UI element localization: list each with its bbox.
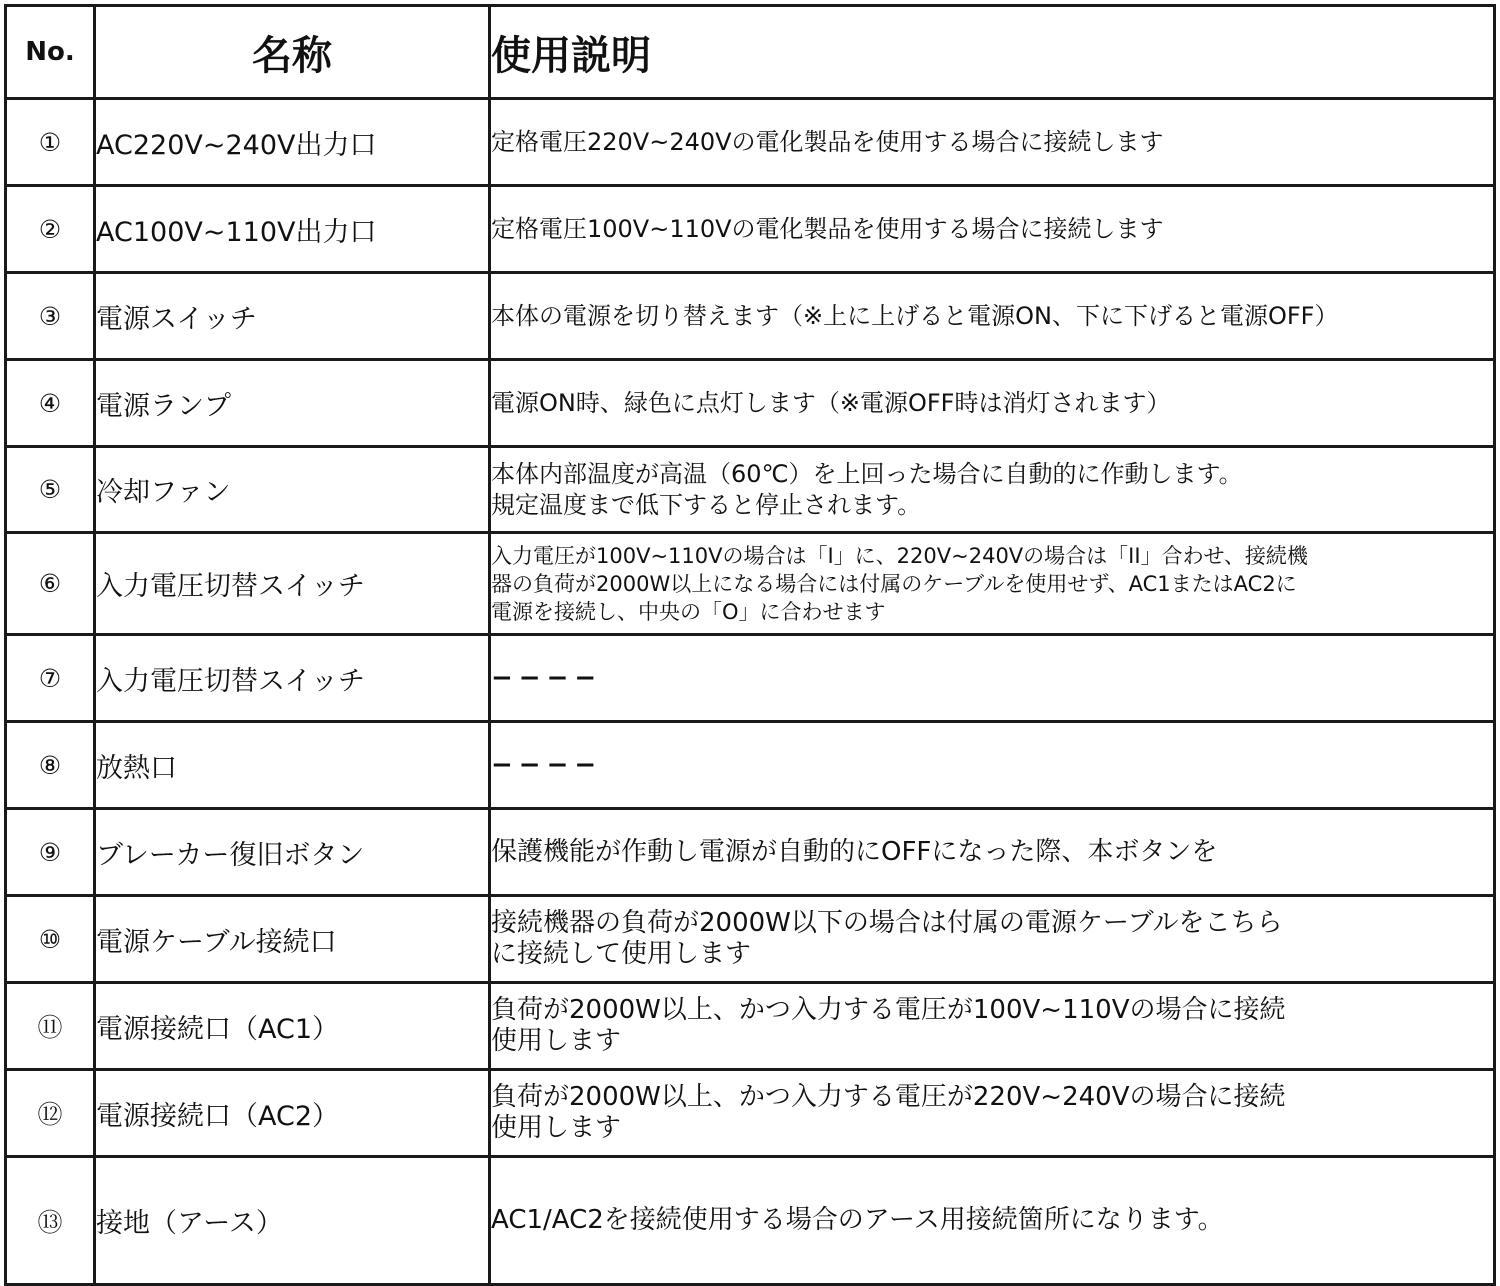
description-line: 定格電圧220V~240Vの電化製品を使用する場合に接続します [491,127,1164,156]
header-description: 使用説明 [490,6,1495,99]
row-name: 電源接続口（AC1） [95,983,490,1070]
row-number: ⑦ [6,635,95,722]
description-line: 使用します [491,1026,622,1056]
row-description [490,722,1495,809]
row-name: 電源ランプ [95,360,490,447]
row-description [490,533,1495,635]
row-name: 接地（アース） [95,1157,490,1285]
row-name: ブレーカー復旧ボタン [95,809,490,896]
row-description [490,896,1495,983]
description-line: 本体内部温度が高温（60℃）を上回った場合に自動的に作動します。 [491,459,1243,488]
row-description [490,99,1495,186]
row-description [490,1070,1495,1157]
row-description [490,447,1495,533]
table-body [6,99,1495,1285]
row-number: ⑫ [6,1070,95,1157]
description-line: −−−− [491,749,603,780]
row-description [490,186,1495,273]
row-number: ① [6,99,95,186]
row-description [490,273,1495,360]
header-name: 名称 [95,6,490,99]
description-line: 負荷が2000W以上、かつ入力する電圧が100V~110Vの場合に接続 [491,995,1286,1025]
row-description [490,983,1495,1070]
header-no: No. [6,6,95,99]
row-name: 電源接続口（AC2） [95,1070,490,1157]
row-name: AC100V~110V出力口 [95,186,490,273]
table-row [6,186,1495,273]
table-row [6,983,1495,1070]
table-row [6,99,1495,186]
description-line: に接続して使用します [491,939,752,969]
spec-table [4,4,1496,1286]
row-number: ⑥ [6,533,95,635]
row-description [490,809,1495,896]
description-line: AC1/AC2を接続使用する場合のアース用接続箇所になります。 [491,1205,1224,1235]
row-number: ⑩ [6,896,95,983]
table-row [6,1157,1495,1285]
row-description [490,360,1495,447]
row-name: AC220V~240V出力口 [95,99,490,186]
header-row [6,6,1495,99]
row-description [490,1157,1495,1285]
description-line: 保護機能が作動し電源が自動的にOFFになった際、本ボタンを [491,836,1218,867]
row-number: ⑤ [6,447,95,533]
table-row [6,360,1495,447]
description-line: 電源ON時、緑色に点灯します（※電源OFF時は消灯されます） [491,388,1171,417]
table-row [6,809,1495,896]
row-name: 電源スイッチ [95,273,490,360]
row-name: 電源ケーブル接続口 [95,896,490,983]
description-line: 使用します [491,1113,622,1143]
description-line: 定格電圧100V~110Vの電化製品を使用する場合に接続します [491,214,1164,243]
table-row [6,896,1495,983]
row-number: ③ [6,273,95,360]
row-number: ⑬ [6,1157,95,1285]
description-line: −−−− [491,662,603,693]
table-row [6,273,1495,360]
row-name: 入力電圧切替スイッチ [95,635,490,722]
description-line: 接続機器の負荷が2000W以下の場合は付属の電源ケーブルをこちら [491,908,1283,938]
table-row [6,635,1495,722]
description-line: 電源を接続し、中央の「O」に合わせます [491,599,886,624]
table-row [6,722,1495,809]
description-line: 入力電圧が100V~110Vの場合は「I」に、220V~240Vの場合は「II」合わせ、接続機 [491,543,1308,568]
row-name: 放熱口 [95,722,490,809]
description-line: 器の負荷が2000W以上になる場合には付属のケーブルを使用せず、AC1またはAC2に [491,571,1297,596]
row-number: ② [6,186,95,273]
table-row [6,447,1495,533]
description-line: 規定温度まで低下すると停止されます。 [491,490,922,519]
row-number: ⑧ [6,722,95,809]
row-description [490,635,1495,722]
description-line: 負荷が2000W以上、かつ入力する電圧が220V~240Vの場合に接続 [491,1082,1286,1112]
row-number: ⑨ [6,809,95,896]
row-number: ⑪ [6,983,95,1070]
description-line: 本体の電源を切り替えます（※上に上げると電源ON、下に下げると電源OFF） [491,301,1339,330]
row-name: 冷却ファン [95,447,490,533]
row-name: 入力電圧切替スイッチ [95,533,490,635]
table-row [6,533,1495,635]
table-row [6,1070,1495,1157]
row-number: ④ [6,360,95,447]
